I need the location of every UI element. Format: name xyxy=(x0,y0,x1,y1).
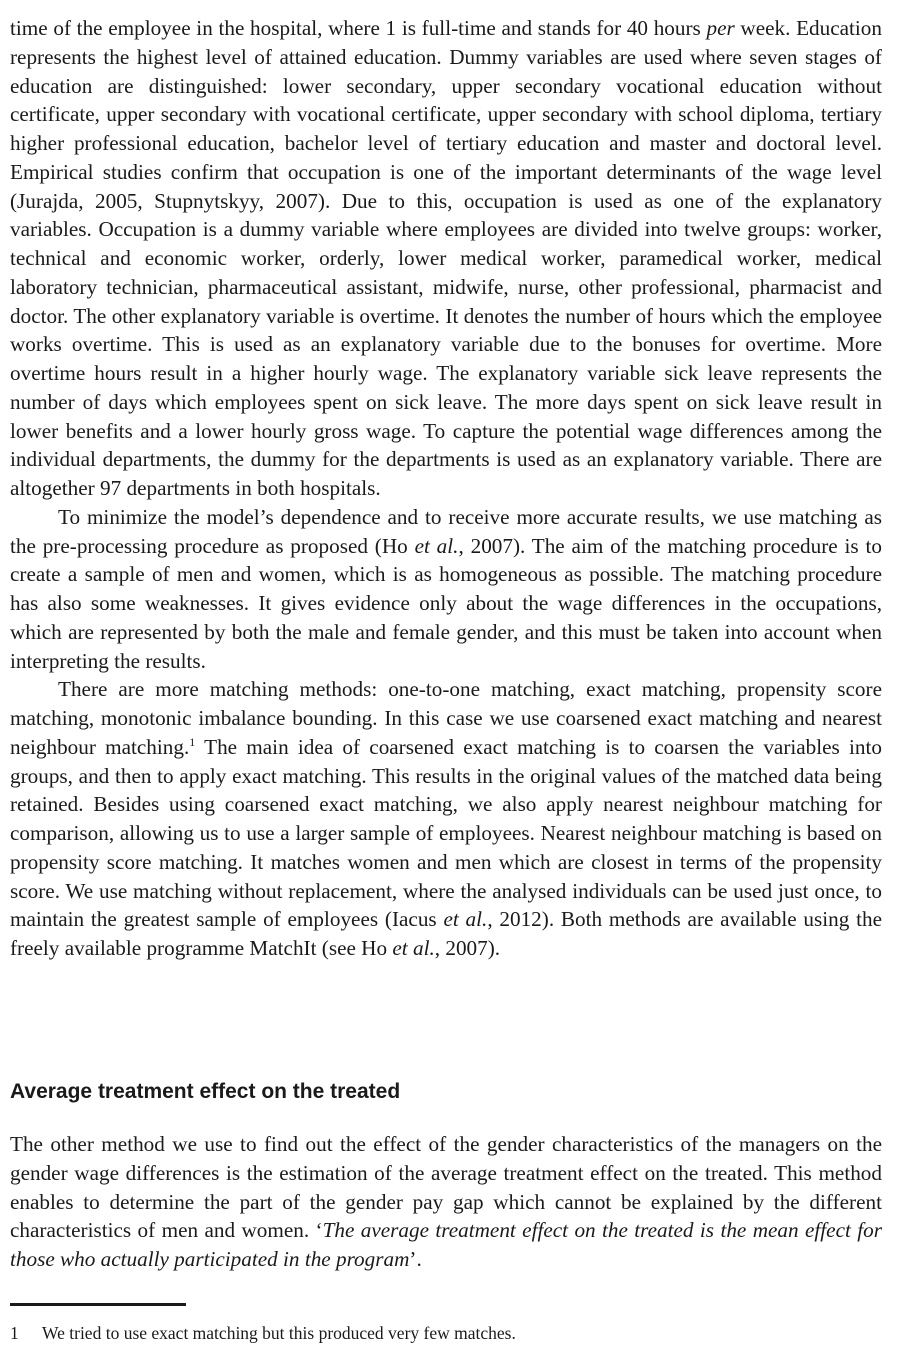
paragraph-att xyxy=(10,1130,882,1274)
footnote-ref[interactable]: 1 xyxy=(189,734,196,749)
paragraph-matching-intro xyxy=(10,503,882,676)
page-content xyxy=(10,14,882,963)
italic-text: per xyxy=(706,16,735,40)
footnote-number: 1 xyxy=(10,1323,19,1343)
paragraph-variables xyxy=(10,14,882,503)
text-run: , 2007). The aim of the matching procedure is to create a sample of men and women, which is as homogeneous as possible. The matching procedure has also some weaknesses. It gives evidence only about the wage differences in the occupations, which are represented by both the male and female gender, and this must be taken into account when interpreting the results. xyxy=(10,533,882,673)
text-run: To minimize the model’s dependence and to receive more accurate results, we use matching as the pre-processing procedure as proposed (Ho xyxy=(10,504,882,558)
text-run: The main idea of coarsened exact matching is to coarsen the variables into groups, and then to apply exact matching. This results in the original values of the matched data being retained. Besides using coarsened exact matching, we also apply nearest neighbour matching for comparison, allowing us to use a larger sample of employees. Nearest neighbour matching is based on propensity score matching. It matches women and men which are closest in terms of the propensity score. We use matching without replacement, where the analysed individuals can be used just once, to maintain the greatest sample of employees (Iacus xyxy=(10,734,882,932)
text-run: , 2012). Both methods are available using the freely available programme MatchIt (see Ho xyxy=(10,907,882,960)
italic-text: et al. xyxy=(414,533,459,558)
italic-text: The average treatment effect on the treated is the mean effect for those who actually participated in the program xyxy=(10,1218,882,1271)
paragraph-matching-methods xyxy=(10,675,882,963)
footnote xyxy=(10,1322,516,1344)
text-run: There are more matching methods: one-to-one matching, exact matching, propensity score matching, monotonic imbalance bounding. In this case we use coarsened exact matching and nearest neighbour matching. xyxy=(10,677,882,759)
text-run: week. Education represents the highest level of attained education. Dummy variables are used where seven stages of education are distinguished: lower secondary, upper secondary vocational education without certificate, upper secondary with vocational certificate, upper secondary with school diploma, tertiary higher professional education, bachelor level of tertiary education and master and doctoral level. Empirical studies confirm that occupation is one of the important determinants of the wage level (Jurajda, 2005, Stupnytskyy, 2007). Due to this, occupation is used as one of the explanatory variables. Occupation is a dummy variable where employees are divided into twelve groups: worker, technical and economic worker, orderly, lower medical worker, paramedical worker, medical laboratory technician, pharmaceutical assistant, midwife, nurse, other professional, pharmacist and doctor. The other explanatory variable is overtime. It denotes the number of hours which the employee works overtime. This is used as an explanatory variable due to the bonuses for overtime. More overtime hours result in a higher hourly wage. The explanatory variable sick leave represents the number of days which employees spent on sick leave. The more days spent on sick leave result in lower benefits and a lower hourly gross wage. To capture the potential wage differences among the individual departments, the dummy for the departments is used as an explanatory variable. There are altogether 97 departments in both hospitals. xyxy=(10,16,882,500)
text-run: ’. xyxy=(409,1247,422,1271)
text-run: The other method we use to find out the effect of the gender characteristics of the managers on the gender wage differences is the estimation of the average treatment effect on the treated. This method enables to determine the part of the gender pay gap which cannot be explained by the different characteristics of men and women. ‘ xyxy=(10,1132,882,1243)
footnote-text: We tried to use exact matching but this produced very few matches. xyxy=(42,1323,516,1343)
italic-text: et al. xyxy=(392,936,435,960)
text-run: time of the employee in the hospital, where 1 is full-time and stands for 40 hours xyxy=(10,16,707,40)
italic-text: et al. xyxy=(443,907,488,932)
footnote-divider xyxy=(10,1303,186,1306)
text-run: , 2007). xyxy=(434,936,501,960)
section-heading: Average treatment effect on the treated xyxy=(10,1080,401,1103)
